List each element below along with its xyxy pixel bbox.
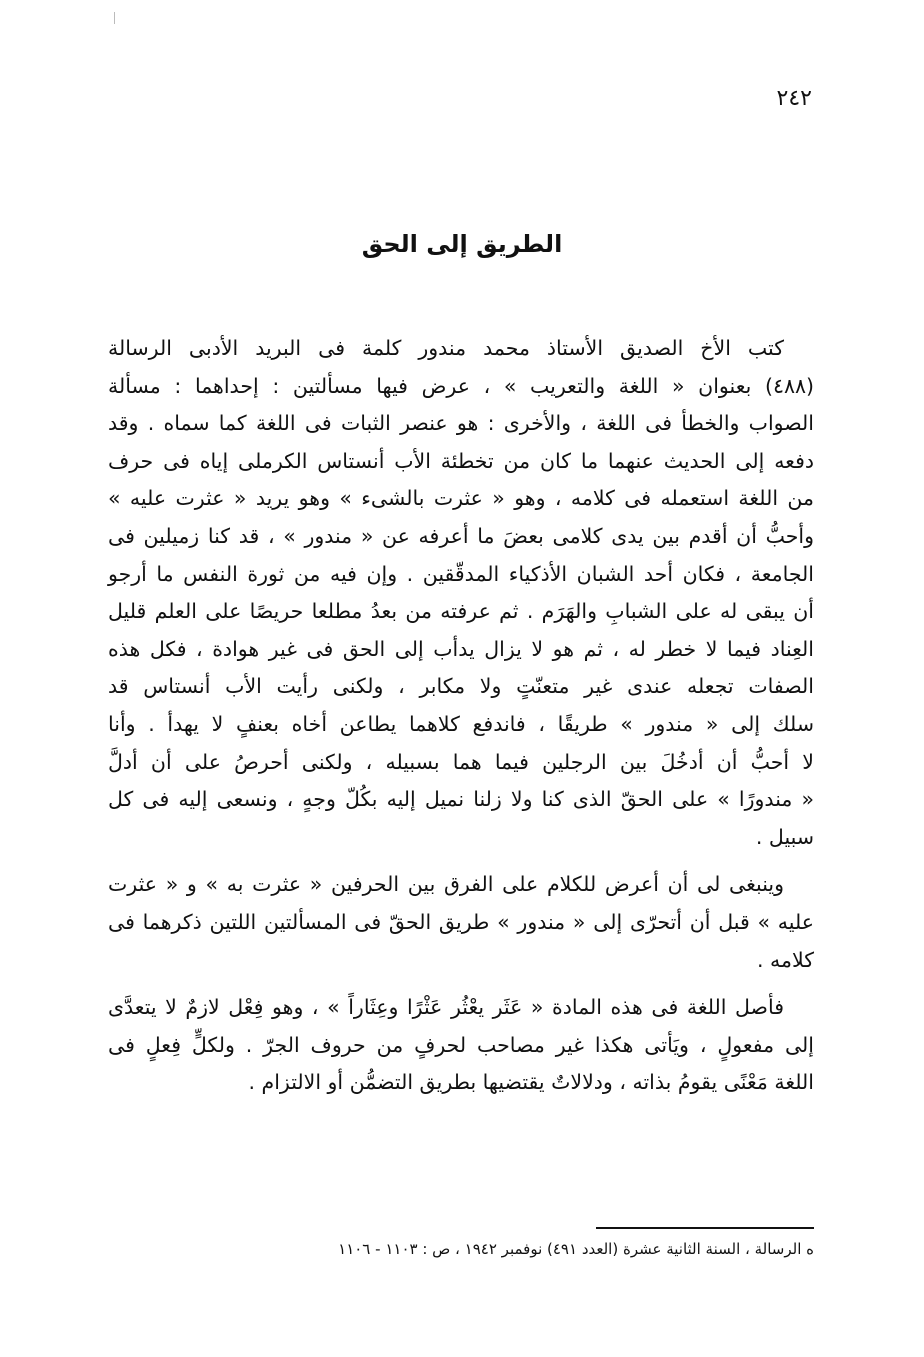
text-line: العِناد فيما لا خطر له ، ثم هو لا يزال يدأب إلى الحق فى غير هوادة ، فكل هذه	[108, 636, 814, 661]
text-line: فأصل اللغة فى هذه المادة « عَثَر يعْثُر عَثْرًا وعِثَاراً » ، وهو فِعْل لازمٌ لا يتعدَّى	[108, 995, 784, 1020]
text-line: الصواب والخطأ فى اللغة ، والأخرى : هو عنصر الثبات فى اللغة كما سماه . وقد	[108, 411, 814, 436]
text-line: كلامه .	[757, 947, 814, 972]
text-line: أن يبقى له على الشبابِ والهَرَم . ثم عرفته من بعدُ مطلعا حريصًا على العلم قليل	[108, 599, 814, 624]
text-line: اللغة مَعْنًى يقومُ بذاته ، ودلالاتٌ يقتضيها بطريق التضمُّن أو الالتزام .	[248, 1070, 814, 1095]
text-line: إلى مفعولٍ ، ويَأتى هكذا غير مصاحب لحرفٍ من حروف الجرّ . ولكلٍّ فِعلٍ فى	[108, 1032, 814, 1057]
text-line: سبيل .	[755, 824, 814, 849]
page-number: ٢٤٢	[776, 86, 812, 111]
footnote-rule	[596, 1227, 814, 1229]
article-body	[108, 330, 814, 1102]
text-line: وأحبُّ أن أقدم بين يدى كلامى بعضَ ما أعرفه عن « مندور » ، قد كنا زميلين فى	[108, 523, 814, 548]
text-line: الجامعة ، فكان أحد الشبان الأذكياء المدقّقين . وإن فيه من ثورة النفس ما أرجو	[108, 561, 814, 586]
text-line: الصفات تجعله عندى غير متعنّتٍ ولا مكابر ، ولكنى رأيت الأب أنستاس قد	[108, 674, 814, 699]
footnote: ه الرسالة ، السنة الثانية عشرة (العدد ٤٩١) نوفمبر ١٩٤٢ ، ص : ١١٠٣ - ١١٠٦	[338, 1240, 814, 1258]
text-line: سلك إلى « مندور » طريقًا ، فاندفع كلاهما يطاعن أخاه بعنفٍ لا يهدأ . وأنا	[108, 711, 814, 736]
article-title: الطريق إلى الحق	[361, 230, 563, 258]
scan-mark	[114, 12, 115, 24]
text-line: دفعه إلى الحديث عنهما ما كان من تخطئة الأب أنستاس الكرملى إياه فى حرف	[108, 448, 814, 473]
paragraph-gap	[108, 979, 814, 989]
paragraph-gap	[108, 856, 814, 866]
text-line: لا أحبُّ أن أدخُلَ بين الرجلين فيما هما بسبيله ، ولكنى أحرصُ على أن أدلَّ	[108, 749, 814, 774]
text-line: كتب الأخ الصديق الأستاذ محمد مندور كلمة فى البريد الأدبى الرسالة	[108, 336, 784, 360]
text-line: « مندورًا » على الحقّ الذى كنا ولا زلنا نميل إليه بكُلّ وجهٍ ، ونسعى إليه فى كل	[108, 787, 814, 812]
text-line: وينبغى لى أن أعرض للكلام على الفرق بين الحرفين « عثرت به » و « عثرت	[108, 872, 784, 897]
text-line: من اللغة استعمله فى كلامه ، وهو « عثرت بالشىء » وهو يريد « عثرت عليه »	[108, 486, 814, 511]
text-line: عليه » قبل أن أتحرّى إلى « مندور » طريق الحقّ فى المسألتين اللتين ذكرهما فى	[108, 909, 814, 934]
text-line: (٤٨٨) بعنوان « اللغة والتعريب » ، عرض فيها مسألتين : إحداهما : مسألة	[108, 373, 814, 398]
